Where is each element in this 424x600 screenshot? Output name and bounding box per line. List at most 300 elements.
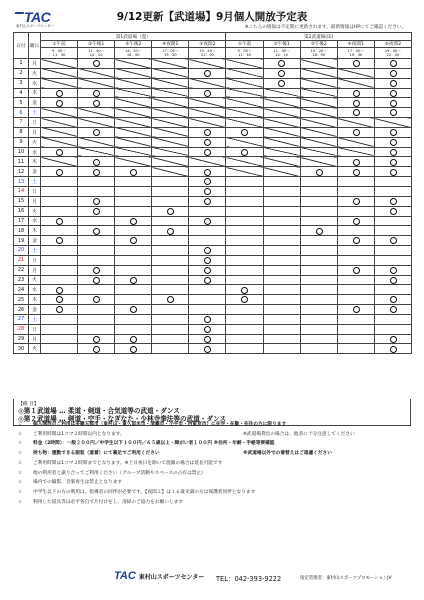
slot-open-circle [337, 305, 374, 315]
slot-open-circle [337, 98, 374, 108]
slot-time-start: 9：00～ [52, 48, 67, 53]
slot-closed-slash [300, 98, 337, 108]
slot-empty [226, 216, 263, 226]
slot-empty [115, 226, 152, 236]
slot-header: ④夜間1 [152, 41, 189, 48]
slot-empty [78, 236, 115, 246]
slot-empty [152, 334, 189, 344]
slot-empty [300, 196, 337, 206]
slot-open-circle [189, 216, 226, 226]
day-cell: 4 [14, 88, 29, 98]
slot-empty [78, 177, 115, 187]
slot-empty [41, 196, 78, 206]
slot-open-circle [115, 334, 152, 344]
slot-open-circle [189, 147, 226, 157]
slot-empty [152, 285, 189, 295]
slot-empty [115, 324, 152, 334]
slot-closed-slash [337, 118, 374, 128]
slot-open-circle [337, 236, 374, 246]
day-cell: 19 [14, 236, 29, 246]
table-row [14, 275, 412, 285]
slot-empty [263, 236, 300, 246]
day-cell: 28 [14, 324, 29, 334]
weekday-cell: 水 [29, 285, 41, 295]
slot-closed-slash [115, 78, 152, 88]
slot-empty [189, 236, 226, 246]
slot-closed-slash [226, 88, 263, 98]
slot-open-circle [189, 167, 226, 177]
slot-open-circle [152, 206, 189, 216]
slot-closed-slash [226, 68, 263, 78]
slot-closed-slash [152, 167, 189, 177]
legend-dojo2: ◎第２武道場 … 剣道・空手・なぎなた・少林寺拳法等の武道・ダンス [18, 415, 227, 424]
slot-closed-slash [226, 59, 263, 69]
rule-text: 他の利用者と譲り合ってご利用ください（グループ活動やスペースの占有は禁止） [33, 470, 206, 476]
slot-empty [263, 196, 300, 206]
table-row [14, 137, 412, 147]
slot-empty [337, 186, 374, 196]
slot-open-circle [189, 324, 226, 334]
slot-open-circle [374, 236, 411, 246]
schedule-table [13, 32, 412, 354]
slot-open-circle [374, 78, 411, 88]
weekday-cell: 土 [29, 177, 41, 187]
slot-empty [300, 246, 337, 256]
slot-empty [115, 265, 152, 275]
table-row [14, 88, 412, 98]
weekday-cell: 日 [29, 186, 41, 196]
slot-empty [226, 226, 263, 236]
slot-open-circle [78, 344, 115, 354]
slot-closed-slash [115, 137, 152, 147]
slot-empty [263, 255, 300, 265]
weekday-cell: 金 [29, 305, 41, 315]
slot-closed-slash [263, 88, 300, 98]
slot-closed-slash [226, 137, 263, 147]
slot-closed-slash [152, 137, 189, 147]
table-row [14, 206, 412, 216]
slot-open-circle [152, 295, 189, 305]
table-row [14, 78, 412, 88]
day-cell: 14 [14, 186, 29, 196]
slot-empty [78, 285, 115, 295]
slot-empty [226, 206, 263, 216]
slot-empty [263, 344, 300, 354]
day-cell: 18 [14, 226, 29, 236]
slot-open-circle [115, 275, 152, 285]
slot-closed-slash [300, 68, 337, 78]
rule-item [18, 449, 418, 459]
slot-open-circle [337, 265, 374, 275]
slot-closed-slash [152, 98, 189, 108]
slot-time-end: 19：30 [349, 53, 363, 57]
slot-open-circle [41, 98, 78, 108]
weekday-cell: 月 [29, 265, 41, 275]
slot-closed-slash [300, 88, 337, 98]
slot-empty [41, 255, 78, 265]
slot-empty [300, 236, 337, 246]
slot-empty [226, 314, 263, 324]
slot-closed-slash [263, 108, 300, 118]
table-row [14, 305, 412, 315]
table-row [14, 344, 412, 354]
slot-empty [78, 324, 115, 334]
slot-open-circle [337, 167, 374, 177]
table-row [14, 324, 412, 334]
slot-closed-slash [115, 108, 152, 118]
slot-empty [374, 226, 411, 236]
group-header-1: 第1武道場（畳） [41, 33, 226, 41]
slot-empty [152, 246, 189, 256]
weekday-cell: 火 [29, 344, 41, 354]
weekday-cell: 火 [29, 206, 41, 216]
slot-empty [300, 334, 337, 344]
slot-closed-slash [226, 78, 263, 88]
slot-closed-slash [78, 118, 115, 128]
slot-closed-slash [152, 147, 189, 157]
table-row [14, 216, 412, 226]
slot-empty [374, 246, 411, 256]
table-row [14, 147, 412, 157]
slot-empty [115, 314, 152, 324]
rule-text: ご利用時間は1コマ２時間までとなります。※土日祝日を除いて混雑の場合は延長可能です [33, 460, 223, 466]
slot-open-circle [78, 226, 115, 236]
table-row [14, 265, 412, 275]
slot-open-circle [374, 196, 411, 206]
day-cell: 25 [14, 295, 29, 305]
weekday-cell: 火 [29, 275, 41, 285]
slot-empty [152, 177, 189, 187]
legend-dojo1: ◎第１武道場 … 柔道・剣道・合気道等の武道・ダンス [18, 407, 180, 415]
slot-time-end: 11：30 [238, 53, 251, 57]
slot-open-circle [374, 265, 411, 275]
slot-empty [337, 206, 374, 216]
slot-time [226, 48, 263, 59]
slot-open-circle [189, 137, 226, 147]
day-cell: 16 [14, 206, 29, 216]
rule-text: ご利用時間は1コマ２時間以内となります。 [33, 431, 125, 437]
slot-empty [152, 255, 189, 265]
slot-open-circle [374, 344, 411, 354]
slot-empty [189, 295, 226, 305]
slot-closed-slash [115, 157, 152, 167]
table-row [14, 177, 412, 187]
slot-open-circle [41, 236, 78, 246]
slot-empty [115, 285, 152, 295]
weekday-cell: 火 [29, 137, 41, 147]
rule-text: 場内での撮影、音楽再生は禁止となります [33, 480, 123, 486]
slot-open-circle [115, 216, 152, 226]
day-cell: 6 [14, 108, 29, 118]
slot-empty [263, 206, 300, 216]
header-slot-row [14, 41, 412, 48]
slot-open-circle [189, 334, 226, 344]
weekday-cell: 金 [29, 167, 41, 177]
day-cell: 23 [14, 275, 29, 285]
slot-open-circle [189, 177, 226, 187]
slot-open-circle [189, 344, 226, 354]
table-row [14, 236, 412, 246]
table-row [14, 167, 412, 177]
slot-closed-slash [152, 59, 189, 69]
slot-closed-slash [226, 167, 263, 177]
slot-open-circle [41, 285, 78, 295]
slot-empty [226, 236, 263, 246]
slot-empty [337, 255, 374, 265]
slot-open-circle [189, 265, 226, 275]
slot-closed-slash [41, 78, 78, 88]
weekday-cell: 日 [29, 118, 41, 128]
table-row [14, 285, 412, 295]
slot-empty [300, 295, 337, 305]
slot-closed-slash [337, 68, 374, 78]
slot-open-circle [374, 147, 411, 157]
slot-time-end: 22：00 [386, 53, 400, 57]
slot-time [337, 48, 374, 59]
header-time-row [14, 48, 412, 59]
slot-empty [189, 285, 226, 295]
slot-open-circle [337, 59, 374, 69]
slot-open-circle [263, 68, 300, 78]
weekday-cell: 金 [29, 236, 41, 246]
slot-open-circle [337, 157, 374, 167]
day-cell: 21 [14, 255, 29, 265]
telephone: TEL：042-393-9222 [216, 575, 282, 583]
weekday-cell: 月 [29, 127, 41, 137]
slot-closed-slash [41, 118, 78, 128]
footer-logo: TAC 東村山スポーツセンター [114, 570, 205, 582]
slot-time-start: 14：20～ [310, 48, 327, 53]
slot-closed-slash [263, 137, 300, 147]
slot-time-start: 17：00～ [162, 48, 179, 53]
slot-open-circle [374, 127, 411, 137]
slot-time [189, 48, 226, 59]
slot-header: ②午後1 [263, 41, 300, 48]
weekday-cell: 水 [29, 216, 41, 226]
logo-mark: TAC [14, 9, 50, 25]
slot-open-circle [374, 59, 411, 69]
rule-item [18, 430, 418, 440]
table-row [14, 157, 412, 167]
slot-closed-slash [152, 108, 189, 118]
weekday-cell: 月 [29, 196, 41, 206]
star-bullet-icon: ☆ [18, 431, 23, 437]
slot-empty [300, 285, 337, 295]
slot-time-start: 14：20～ [125, 48, 142, 53]
slot-empty [263, 314, 300, 324]
slot-open-circle [374, 167, 411, 177]
rule-text: 個人開放のご利用は多摩五都市（東村山・東久留米市・清瀬市・小平市・西東京市）に在学・在勤・在住の方に限ります [33, 422, 287, 427]
rule-item [18, 420, 418, 430]
schedule-table-wrap [13, 32, 412, 354]
slot-closed-slash [300, 78, 337, 88]
slot-empty [263, 216, 300, 226]
slot-open-circle [78, 265, 115, 275]
slot-empty [152, 324, 189, 334]
slot-empty [374, 285, 411, 295]
slot-empty [300, 305, 337, 315]
slot-empty [374, 177, 411, 187]
slot-closed-slash [152, 118, 189, 128]
weekday-cell: 日 [29, 255, 41, 265]
slot-empty [115, 206, 152, 216]
slot-time [300, 48, 337, 59]
table-row [14, 334, 412, 344]
slot-empty [115, 186, 152, 196]
slot-open-circle [189, 68, 226, 78]
slot-open-circle [374, 305, 411, 315]
slot-empty [300, 324, 337, 334]
slot-closed-slash [226, 108, 263, 118]
slot-closed-slash [300, 147, 337, 157]
slot-closed-slash [115, 127, 152, 137]
slot-time-end: 11：30 [52, 53, 66, 57]
slot-empty [226, 255, 263, 265]
rule-item [18, 469, 418, 479]
slot-empty [263, 334, 300, 344]
slot-time-end: 14：10 [89, 53, 103, 57]
slot-open-circle [78, 59, 115, 69]
slot-empty [300, 206, 337, 216]
slot-time [115, 48, 152, 59]
rule-item [18, 478, 418, 488]
rules-list [18, 420, 418, 507]
slot-header: ④夜間1 [337, 41, 374, 48]
slot-open-circle [374, 137, 411, 147]
slot-header: ②午後1 [78, 41, 115, 48]
weekday-cell: 土 [29, 108, 41, 118]
table-row [14, 186, 412, 196]
slot-empty [263, 226, 300, 236]
slot-empty [189, 226, 226, 236]
slot-open-circle [189, 246, 226, 256]
slot-closed-slash [41, 157, 78, 167]
slot-closed-slash [41, 59, 78, 69]
slot-empty [226, 246, 263, 256]
table-row [14, 226, 412, 236]
slot-closed-slash [152, 68, 189, 78]
weekday-cell: 木 [29, 157, 41, 167]
slot-empty [263, 177, 300, 187]
day-cell: 26 [14, 305, 29, 315]
slot-closed-slash [226, 157, 263, 167]
slot-closed-slash [337, 147, 374, 157]
slot-time [374, 48, 411, 59]
star-bullet-icon: ☆ [18, 460, 23, 466]
slot-open-circle [374, 88, 411, 98]
table-row [14, 118, 412, 128]
slot-header: ⑤夜間2 [374, 41, 411, 48]
slot-closed-slash [189, 118, 226, 128]
slot-time [78, 48, 115, 59]
slot-time [41, 48, 78, 59]
slot-empty [226, 305, 263, 315]
slot-time-start: 19：40～ [384, 48, 402, 53]
slot-empty [152, 265, 189, 275]
slot-empty [41, 275, 78, 285]
slot-empty [189, 206, 226, 216]
slot-closed-slash [337, 78, 374, 88]
slot-empty [337, 324, 374, 334]
slot-empty [78, 186, 115, 196]
col-day-header: 日付 [14, 33, 29, 59]
slot-empty [337, 275, 374, 285]
slot-empty [374, 324, 411, 334]
rule-text: 利用した道具等は必ず各自で片付けをし、清掃のご協力をお願いします [33, 499, 184, 505]
slot-closed-slash [337, 137, 374, 147]
slot-empty [263, 285, 300, 295]
slot-time-start: 9：00～ [237, 48, 252, 53]
slot-empty [300, 265, 337, 275]
slot-closed-slash [152, 157, 189, 167]
slot-closed-slash [152, 88, 189, 98]
slot-closed-slash [300, 118, 337, 128]
day-cell: 20 [14, 246, 29, 256]
slot-empty [41, 324, 78, 334]
table-row [14, 314, 412, 324]
slot-empty [226, 177, 263, 187]
slot-closed-slash [115, 59, 152, 69]
slot-closed-slash [189, 108, 226, 118]
slot-closed-slash [41, 68, 78, 78]
day-cell: 3 [14, 78, 29, 88]
rule-item [18, 488, 418, 498]
slot-time-start: 11：40～ [273, 48, 290, 53]
rule-text: 持ち物：運動できる服装（道着）にて裏足でご利用ください [33, 451, 160, 457]
slot-header: ①午前 [41, 41, 78, 48]
slot-time-end: 14：10 [275, 53, 288, 57]
slot-time-start: 19：40～ [199, 48, 216, 53]
slot-open-circle [78, 127, 115, 137]
slot-open-circle [226, 285, 263, 295]
slot-empty [263, 265, 300, 275]
slot-open-circle [189, 275, 226, 285]
slot-open-circle [263, 59, 300, 69]
slot-open-circle [374, 275, 411, 285]
slot-empty [226, 324, 263, 334]
slot-empty [337, 295, 374, 305]
slot-open-circle [374, 334, 411, 344]
slot-empty [41, 186, 78, 196]
day-cell: 11 [14, 157, 29, 167]
slot-empty [226, 196, 263, 206]
weekday-cell: 木 [29, 295, 41, 305]
slot-open-circle [115, 305, 152, 315]
day-cell: 13 [14, 177, 29, 187]
day-cell: 12 [14, 167, 29, 177]
slot-closed-slash [41, 127, 78, 137]
slot-open-circle [374, 157, 411, 167]
slot-closed-slash [115, 118, 152, 128]
slot-closed-slash [189, 59, 226, 69]
slot-empty [152, 314, 189, 324]
slot-closed-slash [78, 78, 115, 88]
star-bullet-icon: ☆ [18, 480, 23, 486]
weekday-cell: 土 [29, 246, 41, 256]
rule-text: 中学生以下の方の利用は、指導者の同伴が必要です。【夜間２】は１６歳未満の方は保護者同伴となります [33, 489, 256, 495]
weekday-cell: 木 [29, 88, 41, 98]
slot-empty [41, 344, 78, 354]
slot-time-start: 17：00～ [347, 48, 364, 53]
slot-closed-slash [300, 127, 337, 137]
rule-side-note: ※武道場以外での着替えはご遠慮ください [243, 451, 332, 457]
slot-closed-slash [263, 147, 300, 157]
day-cell: 15 [14, 196, 29, 206]
update-note: ※こちらの情報は不定期に更新されます。最新情報はHPにてご確認ください。 [244, 25, 406, 30]
slot-empty [115, 246, 152, 256]
slot-empty [337, 246, 374, 256]
slot-open-circle [300, 226, 337, 236]
